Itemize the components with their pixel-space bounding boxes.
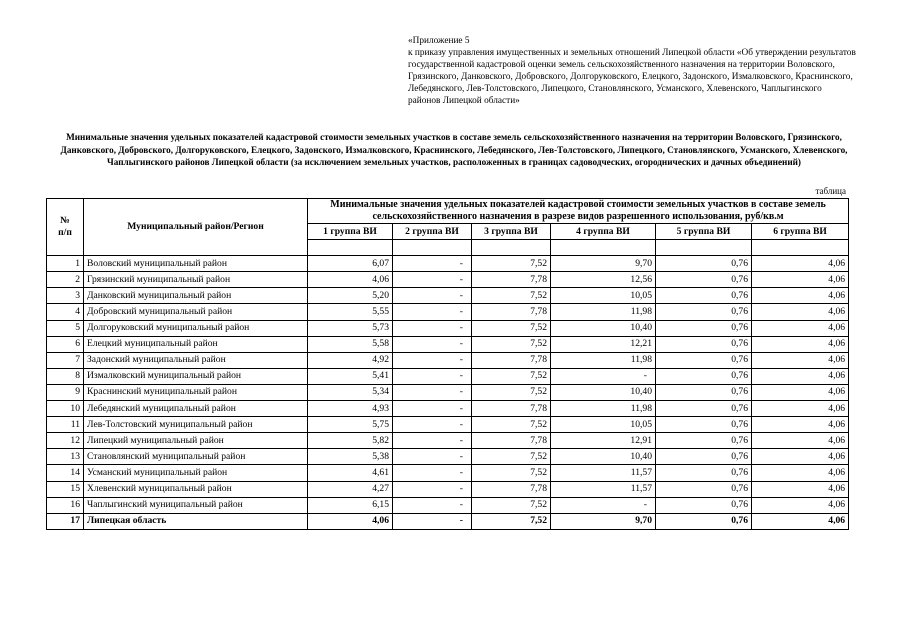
row-number: 3	[47, 288, 84, 304]
value-group-1: 6,15	[308, 497, 393, 513]
table-body	[47, 256, 849, 530]
value-group-4: -	[551, 497, 656, 513]
header-number: № п/п	[47, 199, 84, 256]
value-group-2: -	[393, 449, 472, 465]
value-group-1: 4,92	[308, 352, 393, 368]
value-group-3: 7,78	[472, 352, 551, 368]
value-group-5: 0,76	[656, 272, 752, 288]
table-row	[47, 272, 849, 288]
value-group-2: -	[393, 433, 472, 449]
value-group-1: 4,61	[308, 465, 393, 481]
table-row	[47, 465, 849, 481]
value-group-6: 4,06	[752, 513, 849, 529]
table-header	[47, 199, 849, 256]
value-group-4: 12,91	[551, 433, 656, 449]
table-row	[47, 401, 849, 417]
value-group-6: 4,06	[752, 288, 849, 304]
value-group-1: 4,27	[308, 481, 393, 497]
value-group-5: 0,76	[656, 449, 752, 465]
region-name: Долгоруковский муниципальный район	[84, 320, 308, 336]
region-name: Усманский муниципальный район	[84, 465, 308, 481]
value-group-2: -	[393, 288, 472, 304]
value-group-1: 5,38	[308, 449, 393, 465]
table-row	[47, 304, 849, 320]
table-row	[47, 481, 849, 497]
row-number: 5	[47, 320, 84, 336]
value-group-5: 0,76	[656, 336, 752, 352]
row-number: 17	[47, 513, 84, 529]
region-name: Измалковский муниципальный район	[84, 368, 308, 384]
region-name: Елецкий муниципальный район	[84, 336, 308, 352]
value-group-1: 5,58	[308, 336, 393, 352]
value-group-3: 7,78	[472, 304, 551, 320]
row-number: 1	[47, 256, 84, 272]
value-group-2: -	[393, 513, 472, 529]
value-group-3: 7,78	[472, 401, 551, 417]
value-group-4: 11,98	[551, 401, 656, 417]
row-number: 2	[47, 272, 84, 288]
value-group-4: 12,56	[551, 272, 656, 288]
value-group-6: 4,06	[752, 320, 849, 336]
value-group-1: 5,20	[308, 288, 393, 304]
value-group-2: -	[393, 320, 472, 336]
table-row	[47, 320, 849, 336]
value-group-3: 7,52	[472, 320, 551, 336]
header-region: Муниципальный район/Регион	[84, 199, 308, 256]
row-number: 11	[47, 417, 84, 433]
row-number: 10	[47, 401, 84, 417]
value-group-2: -	[393, 352, 472, 368]
region-name: Чаплыгинский муниципальный район	[84, 497, 308, 513]
value-group-3: 7,78	[472, 272, 551, 288]
value-group-2: -	[393, 256, 472, 272]
document-title: Минимальные значения удельных показателей кадастровой стоимости земельных участков в составе земель сельскохозяйственного назначения на территории Воловского, Грязинского, Данковского, Добровского, Долгоруковского, Елецкого, Задонского, Измалковского, Краснинского, Лебедянского, Лев-Толстовского, Липецкого, Становлянского, Усманского, Хлевенского, Чаплыгинского районов Липецкой области (за исключением земельных участков, расположенных в границах садоводческих, огороднических и дачных объединений)	[60, 132, 848, 168]
value-group-2: -	[393, 401, 472, 417]
value-group-1: 4,06	[308, 513, 393, 529]
value-group-6: 4,06	[752, 384, 849, 400]
header-group-4: 4 группа ВИ	[551, 224, 656, 240]
header-group-3: 3 группа ВИ	[472, 224, 551, 240]
value-group-5: 0,76	[656, 384, 752, 400]
value-group-2: -	[393, 497, 472, 513]
region-name: Воловский муниципальный район	[84, 256, 308, 272]
row-number: 4	[47, 304, 84, 320]
region-name: Грязинский муниципальный район	[84, 272, 308, 288]
row-number: 14	[47, 465, 84, 481]
value-group-4: 9,70	[551, 256, 656, 272]
region-name: Становлянский муниципальный район	[84, 449, 308, 465]
header-group-5: 5 группа ВИ	[656, 224, 752, 240]
value-group-4: 11,98	[551, 304, 656, 320]
value-group-5: 0,76	[656, 288, 752, 304]
value-group-5: 0,76	[656, 320, 752, 336]
values-table	[46, 198, 849, 530]
value-group-1: 4,06	[308, 272, 393, 288]
value-group-6: 4,06	[752, 401, 849, 417]
value-group-4: 10,05	[551, 288, 656, 304]
value-group-3: 7,52	[472, 256, 551, 272]
value-group-2: -	[393, 272, 472, 288]
region-name: Добровский муниципальный район	[84, 304, 308, 320]
value-group-4: 11,57	[551, 465, 656, 481]
row-number: 6	[47, 336, 84, 352]
header-group-1: 1 группа ВИ	[308, 224, 393, 240]
row-number: 8	[47, 368, 84, 384]
value-group-6: 4,06	[752, 256, 849, 272]
region-name: Лебедянский муниципальный район	[84, 401, 308, 417]
row-number: 7	[47, 352, 84, 368]
value-group-1: 5,41	[308, 368, 393, 384]
table-row	[47, 368, 849, 384]
region-name: Лев-Толстовский муниципальный район	[84, 417, 308, 433]
value-group-5: 0,76	[656, 417, 752, 433]
value-group-3: 7,52	[472, 513, 551, 529]
value-group-6: 4,06	[752, 417, 849, 433]
region-name: Липецкий муниципальный район	[84, 433, 308, 449]
header-values: Минимальные значения удельных показателей кадастровой стоимости земельных участков в составе земель сельскохозяйственного назначения в разрезе видов разрешенного использования, руб/кв.м	[308, 199, 849, 224]
value-group-6: 4,06	[752, 433, 849, 449]
table-total-row	[47, 513, 849, 529]
row-number: 16	[47, 497, 84, 513]
value-group-3: 7,52	[472, 465, 551, 481]
value-group-4: 9,70	[551, 513, 656, 529]
value-group-3: 7,52	[472, 288, 551, 304]
value-group-5: 0,76	[656, 497, 752, 513]
value-group-6: 4,06	[752, 336, 849, 352]
value-group-4: 12,21	[551, 336, 656, 352]
value-group-2: -	[393, 481, 472, 497]
table-row	[47, 352, 849, 368]
value-group-5: 0,76	[656, 368, 752, 384]
value-group-1: 5,55	[308, 304, 393, 320]
region-name: Краснинский муниципальный район	[84, 384, 308, 400]
table-label: таблица	[815, 186, 846, 196]
value-group-5: 0,76	[656, 433, 752, 449]
value-group-6: 4,06	[752, 481, 849, 497]
table-row	[47, 256, 849, 272]
value-group-4: 10,40	[551, 384, 656, 400]
value-group-5: 0,76	[656, 401, 752, 417]
value-group-1: 5,73	[308, 320, 393, 336]
value-group-5: 0,76	[656, 465, 752, 481]
header-group-6: 6 группа ВИ	[752, 224, 849, 240]
value-group-5: 0,76	[656, 304, 752, 320]
table-row	[47, 417, 849, 433]
region-name: Данковский муниципальный район	[84, 288, 308, 304]
value-group-4: 10,40	[551, 320, 656, 336]
value-group-3: 7,52	[472, 417, 551, 433]
value-group-2: -	[393, 304, 472, 320]
value-group-6: 4,06	[752, 497, 849, 513]
value-group-6: 4,06	[752, 352, 849, 368]
value-group-2: -	[393, 368, 472, 384]
value-group-4: 11,57	[551, 481, 656, 497]
value-group-3: 7,52	[472, 497, 551, 513]
value-group-3: 7,52	[472, 384, 551, 400]
region-name: Хлевенский муниципальный район	[84, 481, 308, 497]
value-group-3: 7,52	[472, 336, 551, 352]
value-group-2: -	[393, 417, 472, 433]
value-group-1: 5,34	[308, 384, 393, 400]
value-group-6: 4,06	[752, 272, 849, 288]
value-group-5: 0,76	[656, 352, 752, 368]
region-name: Задонский муниципальный район	[84, 352, 308, 368]
value-group-1: 4,93	[308, 401, 393, 417]
value-group-1: 5,82	[308, 433, 393, 449]
row-number: 15	[47, 481, 84, 497]
table-row	[47, 449, 849, 465]
value-group-6: 4,06	[752, 304, 849, 320]
value-group-1: 6,07	[308, 256, 393, 272]
value-group-4: 10,40	[551, 449, 656, 465]
table-row	[47, 497, 849, 513]
table-row	[47, 433, 849, 449]
value-group-2: -	[393, 336, 472, 352]
row-number: 13	[47, 449, 84, 465]
value-group-4: -	[551, 368, 656, 384]
value-group-2: -	[393, 465, 472, 481]
value-group-1: 5,75	[308, 417, 393, 433]
row-number: 12	[47, 433, 84, 449]
value-group-5: 0,76	[656, 513, 752, 529]
header-group-2: 2 группа ВИ	[393, 224, 472, 240]
table-row	[47, 288, 849, 304]
value-group-3: 7,78	[472, 433, 551, 449]
appendix-note: «Приложение 5 к приказу управления имущественных и земельных отношений Липецкой области «Об утверждении результатов государственной кадастровой оценки земель сельскохозяйственного назначения на территории Воловского, Грязинского, Данковского, Добровского, Долгоруковского, Елецкого, Задонского, Измалковского, Краснинского, Лебедянского, Лев-Толстовского, Липецкого, Становлянского, Усманского, Хлевенского, Чаплыгинского районов Липецкой области»	[408, 36, 856, 107]
value-group-4: 11,98	[551, 352, 656, 368]
value-group-4: 10,05	[551, 417, 656, 433]
value-group-3: 7,52	[472, 449, 551, 465]
value-group-6: 4,06	[752, 465, 849, 481]
value-group-6: 4,06	[752, 368, 849, 384]
table-row	[47, 384, 849, 400]
value-group-3: 7,52	[472, 368, 551, 384]
region-name: Липецкая область	[84, 513, 308, 529]
row-number: 9	[47, 384, 84, 400]
table-row	[47, 336, 849, 352]
value-group-3: 7,78	[472, 481, 551, 497]
value-group-6: 4,06	[752, 449, 849, 465]
value-group-2: -	[393, 384, 472, 400]
value-group-5: 0,76	[656, 256, 752, 272]
value-group-5: 0,76	[656, 481, 752, 497]
